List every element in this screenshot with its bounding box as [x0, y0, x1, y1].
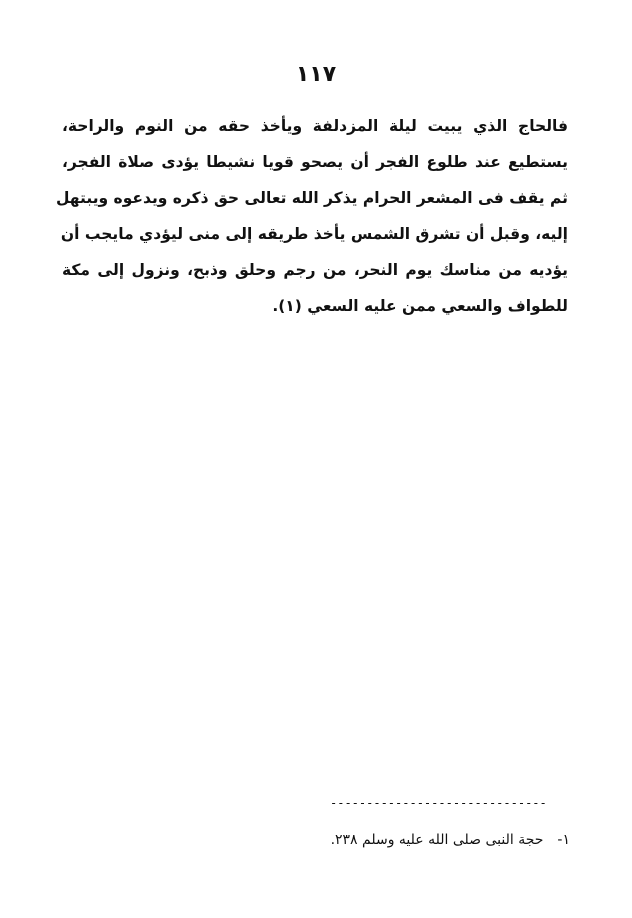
paragraph-line: إليه، وقبل أن تشرق الشمس يأخذ طريقه إلى منى ليؤدي مايجب أن [60, 225, 568, 243]
paragraph-line: للطواف والسعي ممن عليه السعي (١). [272, 297, 568, 315]
footnote-separator: ------------------------------ [330, 796, 547, 810]
footnote-number: ١- [557, 832, 570, 848]
footnote-text: حجة النبى صلى الله عليه وسلم ٢٣٨. [330, 832, 544, 848]
paragraph-line: يستطيع عند طلوع الفجر أن يصحو قويا نشيطا يؤدى صلاة الفجر، [62, 153, 568, 171]
footnote [331, 832, 570, 848]
paragraph-line: ثم يقف فى المشعر الحرام يذكر الله تعالى حق ذكره ويدعوه ويبتهل [55, 189, 568, 207]
paragraph-line: يؤديه من مناسك يوم النحر، من رجم وحلق وذبح، ونزول إلى مكة [62, 261, 568, 279]
paragraph-line: فالحاج الذي يبيت ليلة المزدلفة ويأخذ حقه من النوم والراحة، [62, 117, 568, 135]
body-paragraph [55, 108, 568, 324]
page-number: ١١٧ [295, 62, 337, 87]
